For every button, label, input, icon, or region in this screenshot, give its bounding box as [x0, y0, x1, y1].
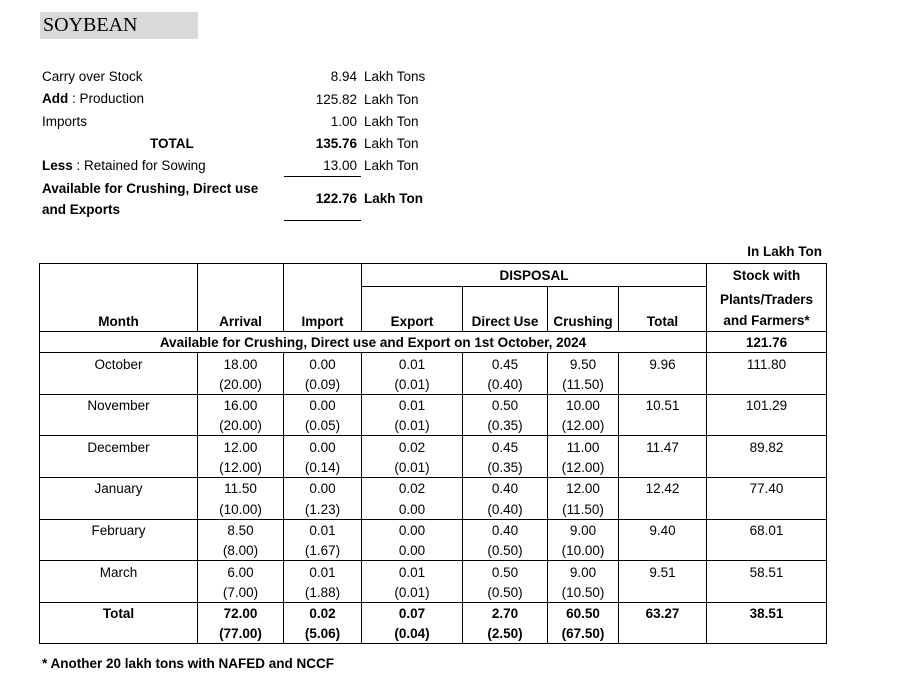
production-text: : Production	[68, 91, 145, 106]
carry-over-value: 8.94	[330, 69, 357, 84]
stock-cell-blank	[707, 582, 827, 603]
table-row-prev	[40, 415, 827, 436]
month-cell: January	[40, 478, 198, 499]
total-cell-blank	[619, 623, 707, 644]
export-cell: 0.07	[362, 602, 463, 623]
import-cell: 0.01	[284, 519, 362, 540]
direct-cell: 0.45	[463, 436, 548, 457]
header-row-1	[40, 264, 827, 287]
arrival-prev-cell: (8.00)	[198, 540, 284, 561]
crushing-cell: 10.00	[548, 394, 619, 415]
export-prev-cell: (0.01)	[362, 582, 463, 603]
crushing-cell: 9.00	[548, 561, 619, 582]
hdr-blank	[40, 264, 198, 287]
total-prev-row	[40, 623, 827, 644]
crushing-prev-cell: (11.50)	[548, 374, 619, 395]
stock-header-line1: Stock with	[707, 264, 827, 287]
stock-header	[707, 287, 827, 332]
carry-over-label: Carry over Stock	[42, 69, 143, 84]
table-row-prev	[40, 374, 827, 395]
direct-prev-cell: (0.50)	[463, 582, 548, 603]
stock-cell-blank	[707, 415, 827, 436]
month-rows	[40, 353, 827, 644]
sum-underline	[284, 176, 361, 177]
header-row-2	[40, 287, 827, 332]
crushing-prev-cell: (10.00)	[548, 540, 619, 561]
total-cell: 63.27	[619, 602, 707, 623]
disposal-table	[39, 263, 827, 644]
import-prev-cell: (0.09)	[284, 374, 362, 395]
table-row	[40, 436, 827, 457]
sowing-label	[42, 157, 206, 175]
total-cell: 9.96	[619, 353, 707, 374]
production-unit: Lakh Ton	[364, 92, 419, 107]
disposal-header: DISPOSAL	[362, 264, 707, 287]
export-cell: 0.01	[362, 353, 463, 374]
export-cell: 0.01	[362, 561, 463, 582]
direct-cell: 0.40	[463, 519, 548, 540]
crushing-cell: 11.00	[548, 436, 619, 457]
import-cell: 0.01	[284, 561, 362, 582]
hdr-blank	[198, 264, 284, 287]
direct-prev-cell: (0.35)	[463, 457, 548, 478]
stock-cell-blank	[707, 540, 827, 561]
direct-use-header: Direct Use	[463, 287, 548, 332]
arrival-cell: 12.00	[198, 436, 284, 457]
crushing-prev-cell: (11.50)	[548, 498, 619, 519]
total-cell: 9.40	[619, 519, 707, 540]
arrival-cell: 16.00	[198, 394, 284, 415]
available-value: 122.76	[315, 191, 357, 206]
direct-cell: 0.40	[463, 478, 548, 499]
total-cell: 9.51	[619, 561, 707, 582]
crushing-cell: 9.50	[548, 353, 619, 374]
export-prev-cell: 0.00	[362, 540, 463, 561]
export-cell: 0.02	[362, 436, 463, 457]
add-keyword: Add	[42, 91, 69, 106]
export-prev-cell: (0.04)	[362, 623, 463, 644]
month-cell: November	[40, 394, 198, 415]
export-cell: 0.01	[362, 394, 463, 415]
direct-cell: 2.70	[463, 602, 548, 623]
opening-row	[40, 332, 827, 353]
crushing-cell: 9.00	[548, 519, 619, 540]
table-row	[40, 561, 827, 582]
sowing-value: 13.00	[323, 158, 357, 173]
carry-over-unit: Lakh Tons	[364, 69, 426, 84]
export-header: Export	[362, 287, 463, 332]
stock-cell: 77.40	[707, 478, 827, 499]
crushing-prev-cell: (12.00)	[548, 415, 619, 436]
import-cell: 0.00	[284, 436, 362, 457]
stock-cell-blank	[707, 498, 827, 519]
direct-cell: 0.45	[463, 353, 548, 374]
stock-cell: 58.51	[707, 561, 827, 582]
imports-unit: Lakh Ton	[364, 114, 419, 129]
crushing-cell: 60.50	[548, 602, 619, 623]
month-cell-blank	[40, 623, 198, 644]
import-header: Import	[284, 287, 362, 332]
page-title: SOYBEAN	[40, 12, 198, 39]
crushing-prev-cell: (10.50)	[548, 582, 619, 603]
available-unit: Lakh Ton	[364, 191, 423, 206]
import-prev-cell: (0.05)	[284, 415, 362, 436]
stock-cell-blank	[707, 457, 827, 478]
total-header: Total	[619, 287, 707, 332]
direct-cell: 0.50	[463, 561, 548, 582]
unit-note: In Lakh Ton	[747, 244, 822, 259]
arrival-prev-cell: (12.00)	[198, 457, 284, 478]
direct-prev-cell: (0.40)	[463, 374, 548, 395]
total-cell-blank	[619, 457, 707, 478]
available-label-line1: Available for Crushing, Direct use	[42, 181, 259, 196]
opening-stock: 121.76	[707, 332, 827, 353]
table-row-prev	[40, 582, 827, 603]
month-cell-blank	[40, 498, 198, 519]
export-prev-cell: (0.01)	[362, 415, 463, 436]
total-cell: 11.47	[619, 436, 707, 457]
table-row	[40, 394, 827, 415]
import-prev-cell: (1.23)	[284, 498, 362, 519]
arrival-prev-cell: (20.00)	[198, 374, 284, 395]
total-cell: 10.51	[619, 394, 707, 415]
imports-label: Imports	[42, 114, 88, 129]
stock-cell: 68.01	[707, 519, 827, 540]
export-prev-cell: 0.00	[362, 498, 463, 519]
crushing-header: Crushing	[548, 287, 619, 332]
crushing-cell: 12.00	[548, 478, 619, 499]
imports-value: 1.00	[330, 114, 357, 129]
crushing-prev-cell: (12.00)	[548, 457, 619, 478]
crushing-prev-cell: (67.50)	[548, 623, 619, 644]
total-row	[40, 602, 827, 623]
production-value: 125.82	[315, 92, 357, 107]
import-cell: 0.00	[284, 353, 362, 374]
stock-cell-blank	[707, 374, 827, 395]
import-cell: 0.02	[284, 602, 362, 623]
month-cell: March	[40, 561, 198, 582]
sowing-unit: Lakh Ton	[364, 158, 419, 173]
arrival-cell: 8.50	[198, 519, 284, 540]
month-cell: December	[40, 436, 198, 457]
import-prev-cell: (1.88)	[284, 582, 362, 603]
total-cell-blank	[619, 582, 707, 603]
table-row	[40, 353, 827, 374]
total-unit: Lakh Ton	[364, 136, 419, 151]
arrival-cell: 18.00	[198, 353, 284, 374]
month-cell-blank	[40, 415, 198, 436]
month-cell-blank	[40, 374, 198, 395]
arrival-prev-cell: (77.00)	[198, 623, 284, 644]
month-cell: Total	[40, 602, 198, 623]
arrival-prev-cell: (20.00)	[198, 415, 284, 436]
arrival-prev-cell: (10.00)	[198, 498, 284, 519]
opening-label: Available for Crushing, Direct use and Export on 1st October, 2024	[40, 332, 707, 353]
month-cell-blank	[40, 582, 198, 603]
less-keyword: Less	[42, 158, 73, 173]
month-cell: February	[40, 519, 198, 540]
month-cell-blank	[40, 540, 198, 561]
total-cell-blank	[619, 540, 707, 561]
direct-cell: 0.50	[463, 394, 548, 415]
stock-cell: 89.82	[707, 436, 827, 457]
arrival-cell: 11.50	[198, 478, 284, 499]
table-row-prev	[40, 457, 827, 478]
stock-cell-blank	[707, 623, 827, 644]
month-cell: October	[40, 353, 198, 374]
available-label-line2: and Exports	[42, 202, 121, 217]
arrival-cell: 72.00	[198, 602, 284, 623]
month-cell-blank	[40, 457, 198, 478]
direct-prev-cell: (2.50)	[463, 623, 548, 644]
total-cell: 12.42	[619, 478, 707, 499]
footnote: * Another 20 lakh tons with NAFED and NCCF	[42, 656, 335, 671]
table-row-prev	[40, 498, 827, 519]
available-underline	[284, 220, 361, 221]
total-cell-blank	[619, 498, 707, 519]
export-cell: 0.00	[362, 519, 463, 540]
total-cell-blank	[619, 374, 707, 395]
direct-prev-cell: (0.35)	[463, 415, 548, 436]
total-label: TOTAL	[150, 136, 194, 151]
sowing-text: : Retained for Sowing	[72, 158, 206, 173]
export-cell: 0.02	[362, 478, 463, 499]
arrival-cell: 6.00	[198, 561, 284, 582]
import-prev-cell: (5.06)	[284, 623, 362, 644]
stock-cell: 111.80	[707, 353, 827, 374]
total-cell-blank	[619, 415, 707, 436]
import-cell: 0.00	[284, 478, 362, 499]
table-row	[40, 478, 827, 499]
stock-cell: 38.51	[707, 602, 827, 623]
import-cell: 0.00	[284, 394, 362, 415]
arrival-header: Arrival	[198, 287, 284, 332]
arrival-prev-cell: (7.00)	[198, 582, 284, 603]
import-prev-cell: (0.14)	[284, 457, 362, 478]
export-prev-cell: (0.01)	[362, 374, 463, 395]
total-value: 135.76	[315, 136, 357, 151]
hdr-blank	[284, 264, 362, 287]
direct-prev-cell: (0.50)	[463, 540, 548, 561]
import-prev-cell: (1.67)	[284, 540, 362, 561]
stock-cell: 101.29	[707, 394, 827, 415]
direct-prev-cell: (0.40)	[463, 498, 548, 519]
export-prev-cell: (0.01)	[362, 457, 463, 478]
table-row-prev	[40, 540, 827, 561]
production-label	[42, 90, 144, 108]
table-row	[40, 519, 827, 540]
month-header: Month	[40, 287, 198, 332]
stock-header-line3: and Farmers*	[723, 313, 810, 328]
stock-header-line2: Plants/Traders	[719, 292, 814, 307]
